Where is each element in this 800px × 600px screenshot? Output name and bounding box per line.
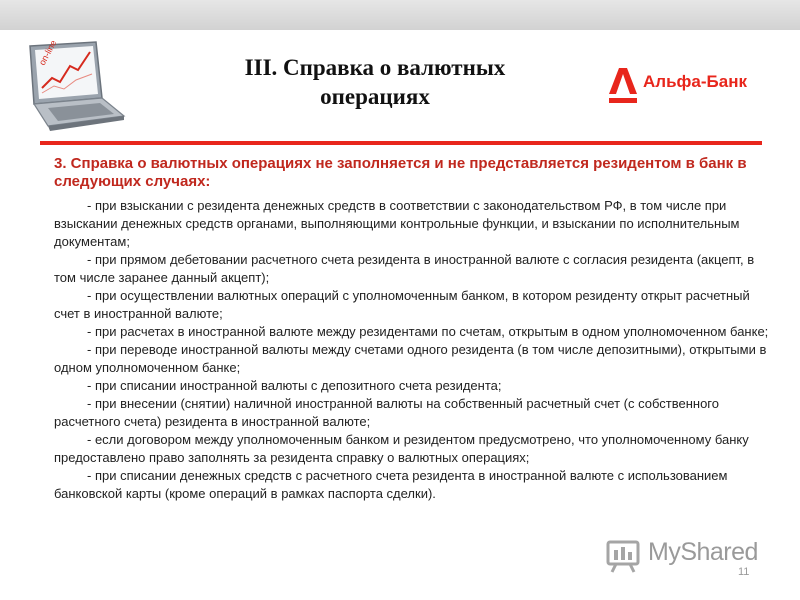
list-item: - при прямом дебетовании расчетного счета резидента в иностранной валюте с согласия резидента (акцепт, в том числе заранее данный акцепт); (54, 252, 755, 285)
alfa-bank-logo-text: Альфа-Банк (643, 72, 747, 91)
list-item: - если договором между уполномоченным банком и резидентом предусмотрено, что уполномоченному банку предоставлено право заполнять за резидента справку о валютных операциях; (54, 432, 749, 465)
divider-line (40, 141, 762, 145)
top-bar (0, 0, 800, 30)
list-item: - при осуществлении валютных операций с уполномоченным банком, в котором резиденту открыт расчетный счет в иностранной валюте; (54, 288, 750, 321)
list-item: - при взыскании с резидента денежных средств в соответствии с законодательством РФ, в том числе при взыскании денежных средств органами, выполняющими контрольные функции, и взыскании по исполнительным документам; (54, 198, 740, 249)
watermark-text: MyShared (648, 538, 758, 566)
svg-text:on-line: on-line (36, 38, 59, 67)
list-item: - при расчетах в иностранной валюте между резидентами по счетам, открытым в одном уполномоченном банке; (87, 324, 769, 339)
list-item: - при списании иностранной валюты с депозитного счета резидента; (87, 378, 502, 393)
list-item: - при переводе иностранной валюты между счетами одного резидента (в том числе депозитными), открытыми в одном уполномоченном банке; (54, 342, 767, 375)
page-title (180, 53, 570, 111)
section-heading: 3. Справка о валютных операциях не заполняется и не представляется резидентом в банк в следующих случаях: (54, 155, 747, 190)
list-item: - при внесении (снятии) наличной иностранной валюты на собственный расчетный счет (с собственного расчетного счета) резидента в иностранной валюте; (54, 396, 719, 429)
laptop-online-icon (18, 36, 128, 136)
cases-list (54, 197, 774, 503)
title-line-2: операциях (320, 84, 430, 109)
page-number: 11 (738, 566, 750, 578)
title-line-1: III. Справка о валютных (244, 55, 506, 80)
list-item: - при списании денежных средств с расчетного счета резидента в иностранной валюте с использованием банковской карты (кроме операций в рамках паспорта сделки). (54, 468, 728, 501)
